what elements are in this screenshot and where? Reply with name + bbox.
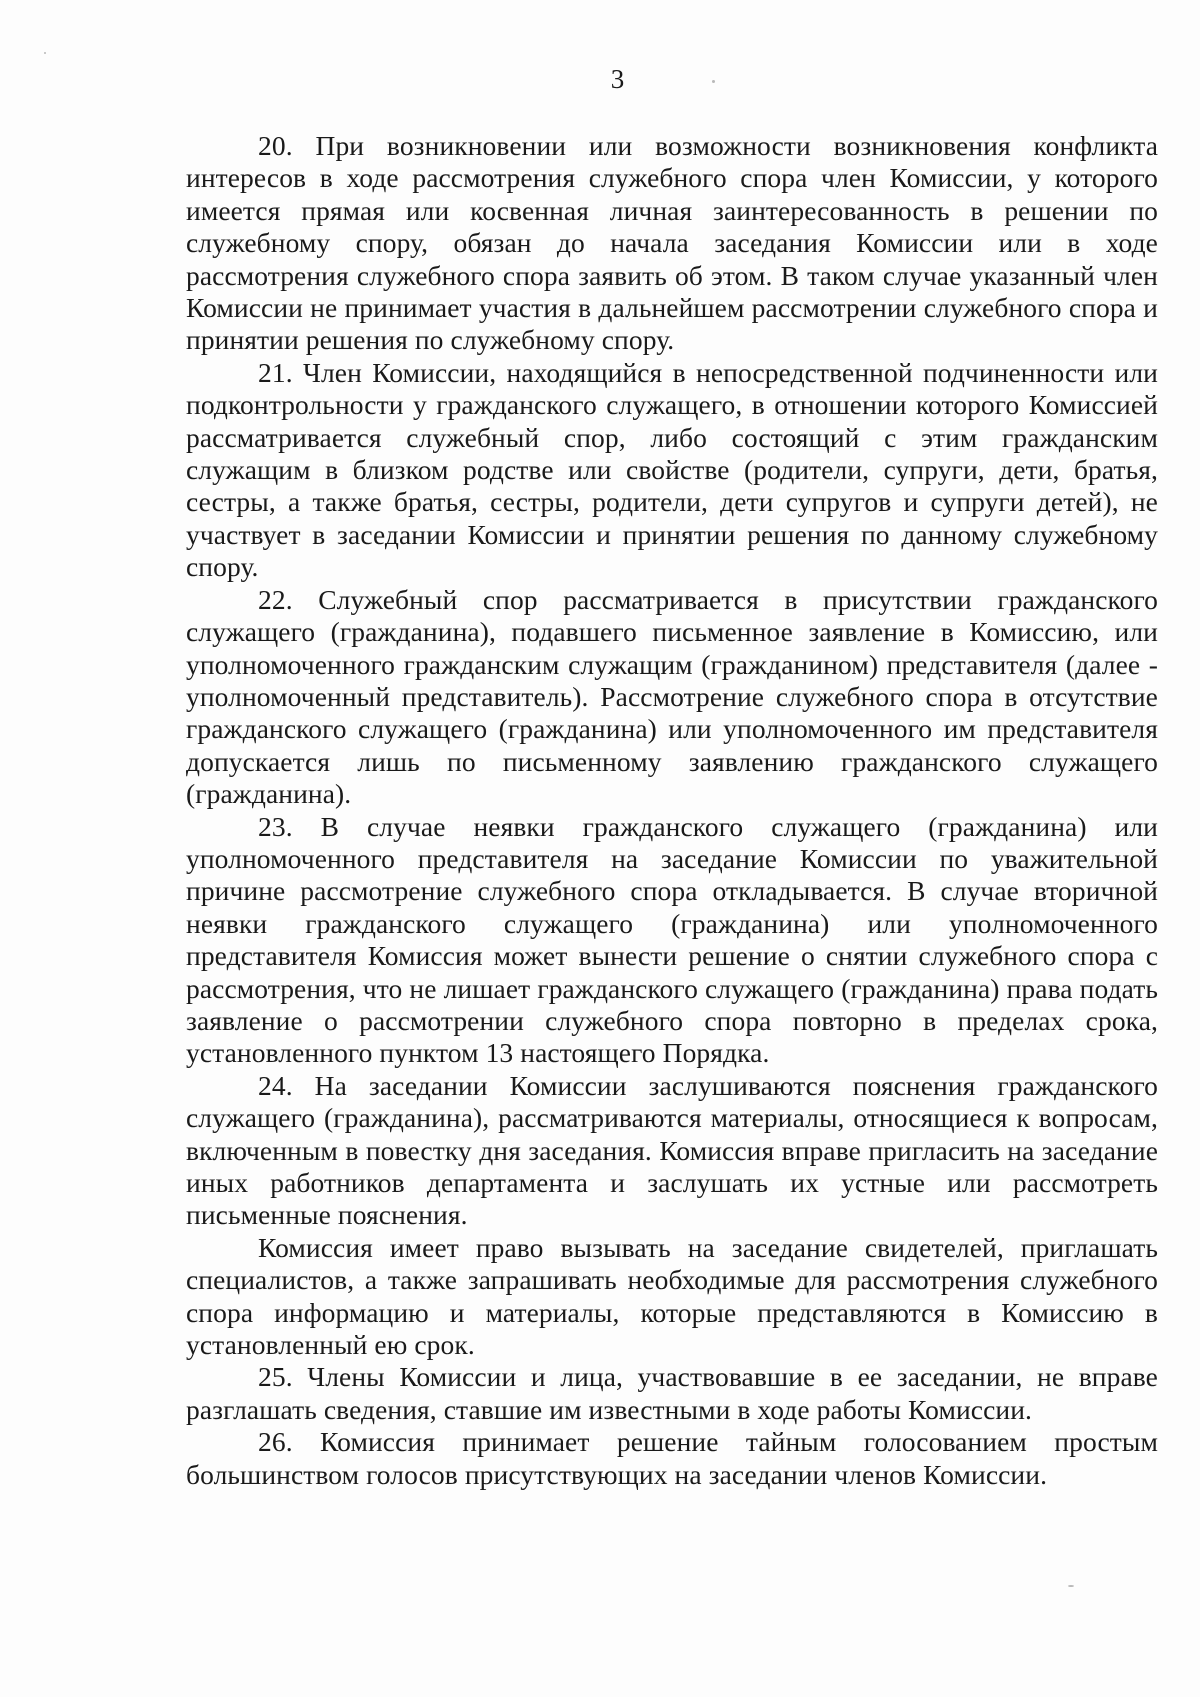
paragraph-21: 21. Член Комиссии, находящийся в непосредственной подчиненности или подконтрольности у гражданского служащего, в отношении которого Комиссией рассматривается служебный спор, либо состоящий с этим гражданским служащим в близком родстве или свойстве (родители, супруги, дети, братья, сестры, а также братья, сестры, родители, дети супругов и супруги детей), не участвует в заседании Комиссии и принятии решения по данному служебному спору. xyxy=(186,356,1158,583)
paragraph-24-continued: Комиссия имеет право вызывать на заседание свидетелей, приглашать специалистов, а также запрашивать необходимые для рассмотрения служебного спора информацию и материалы, которые представляются в Комиссию в установленный ею срок. xyxy=(186,1231,1158,1361)
paragraph-23: 23. В случае неявки гражданского служащего (гражданина) или уполномоченного представителя на заседание Комиссии по уважительной причине рассмотрение служебного спора откладывается. В случае вторичной неявки гражданского служащего (гражданина) или уполномоченного представителя Комиссия может вынести решение о снятии служебного спора с рассмотрения, что не лишает гражданского служащего (гражданина) права подать заявление о рассмотрении служебного спора повторно в пределах срока, установленного пунктом 13 настоящего Порядка. xyxy=(186,810,1158,1069)
scan-speck xyxy=(44,52,46,54)
paragraph-25: 25. Члены Комиссии и лица, участвовавшие в ее заседании, не вправе разглашать сведения, ставшие им известными в ходе работы Комиссии. xyxy=(186,1361,1158,1425)
paragraph-22: 22. Служебный спор рассматривается в присутствии гражданского служащего (гражданина), подавшего письменное заявление в Комиссию, или уполномоченного гражданским служащим (гражданином) представителя (далее - уполномоченный представитель). Рассмотрение служебного спора в отсутствие гражданского служащего (гражданина) или уполномоченного им представителя допускается лишь по письменному заявлению гражданского служащего (гражданина). xyxy=(186,583,1158,810)
document-body xyxy=(186,130,1158,1491)
paragraph-24: 24. На заседании Комиссии заслушиваются пояснения гражданского служащего (гражданина), рассматриваются материалы, относящиеся к вопросам, включенным в повестку дня заседания. Комиссия вправе пригласить на заседание иных работников департамента и заслушать их устные или рассмотреть письменные пояснения. xyxy=(186,1069,1158,1231)
paragraph-26: 26. Комиссия принимает решение тайным голосованием простым большинством голосов присутствующих на заседании членов Комиссии. xyxy=(186,1426,1158,1490)
scan-speck xyxy=(1068,1585,1074,1587)
page-number: 3 xyxy=(610,64,625,94)
paragraph-20: 20. При возникновении или возможности возникновения конфликта интересов в ходе рассмотрения служебного спора член Комиссии, у которого имеется прямая или косвенная личная заинтересованность в решении по служебному спору, обязан до начала заседания Комиссии или в ходе рассмотрения служебного спора заявить об этом. В таком случае указанный член Комиссии не принимает участия в дальнейшем рассмотрении служебного спора и принятии решения по служебному спору. xyxy=(186,130,1158,356)
scan-speck xyxy=(712,80,715,83)
